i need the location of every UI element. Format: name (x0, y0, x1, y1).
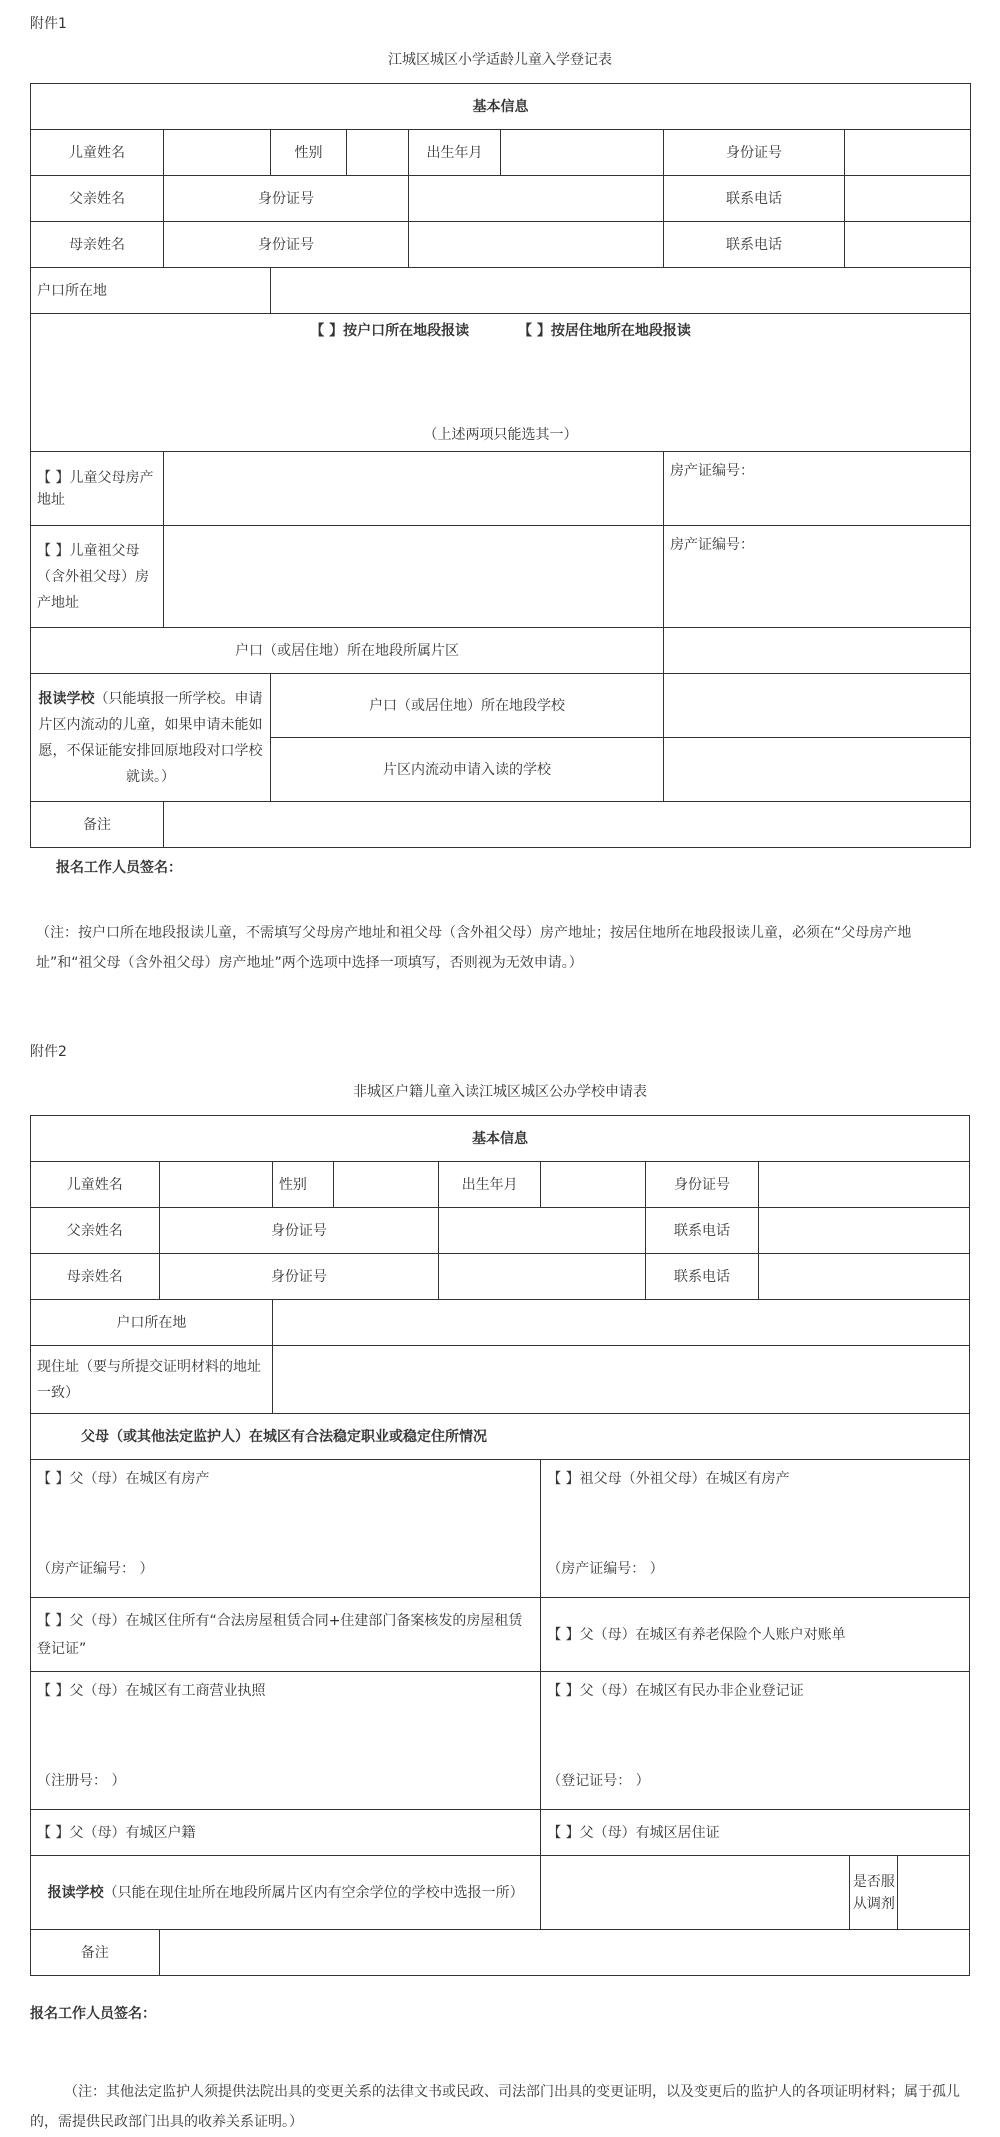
f2-cert-no[interactable]: （登记证号： ） (547, 1773, 650, 1789)
mother-name-label: 母亲姓名 (31, 222, 164, 268)
f2-current-address-field[interactable] (272, 1346, 969, 1414)
mother-phone-label: 联系电话 (664, 222, 845, 268)
f2-remarks-field[interactable] (159, 1930, 969, 1976)
f2-mother-phone-label: 联系电话 (646, 1254, 758, 1300)
f2-residence-permit[interactable]: 【 】父（母）有城区居住证 (541, 1810, 970, 1856)
gender-field[interactable] (347, 130, 409, 176)
f2-guardian-heading: 父母（或其他法定监护人）在城区有合法稳定职业或稳定住所情况 (31, 1414, 970, 1460)
f2-father-id-field[interactable] (439, 1208, 646, 1254)
mother-id-field[interactable] (409, 222, 664, 268)
f2-grandparent-property-cell[interactable] (541, 1460, 970, 1598)
form2-title: 非城区户籍儿童入读江城区城区公办学校申请表 (353, 1084, 647, 1100)
f2-current-address-label: 现住址（要与所提交证明材料的地址一致） (31, 1346, 273, 1414)
child-id-label: 身份证号 (664, 130, 845, 176)
flow-school-field[interactable] (664, 738, 971, 802)
f2-child-name-field[interactable] (159, 1162, 272, 1208)
local-school-label: 户口（或居住地）所在地段学校 (271, 674, 664, 738)
f2-child-id-label: 身份证号 (646, 1162, 758, 1208)
attachment-1-label: 附件1 (30, 16, 67, 32)
birth-field[interactable] (501, 130, 664, 176)
report-options (31, 314, 971, 452)
father-phone-field[interactable] (845, 176, 971, 222)
flow-school-label: 片区内流动申请入读的学校 (271, 738, 664, 802)
remarks-field[interactable] (164, 802, 971, 848)
f2-business-license-cell[interactable] (31, 1672, 541, 1810)
school-cell (31, 674, 271, 802)
f2-mother-phone-field[interactable] (758, 1254, 969, 1300)
f2-school-note: （只能在现住址所在地段所属片区内有空余学位的学校中选报一所） (103, 1884, 524, 1901)
f2-mother-id-label: 身份证号 (159, 1254, 439, 1300)
option-hukou[interactable]: 【 】按户口所在地段报读 (310, 323, 470, 339)
grandparents-property-cert[interactable]: 房产证编号： (664, 526, 971, 628)
f2-school-field[interactable] (541, 1856, 850, 1930)
local-school-field[interactable] (664, 674, 971, 738)
birth-label: 出生年月 (409, 130, 501, 176)
f2-reg-no[interactable]: （注册号： ） (37, 1773, 126, 1789)
f2-accept-adjust-label: 是否服从调剂 (850, 1856, 898, 1930)
f2-parent-property-cell[interactable] (31, 1460, 541, 1598)
f2-parent-property-cert[interactable]: （房产证编号： ） (37, 1561, 154, 1577)
f2-parent-property[interactable]: 【 】父（母）在城区有房产 (37, 1471, 210, 1487)
f2-child-id-field[interactable] (758, 1162, 969, 1208)
form1-title: 江城区城区小学适龄儿童入学登记表 (388, 52, 612, 68)
form1-basic-info: 基本信息 (31, 84, 971, 130)
child-name-label: 儿童姓名 (31, 130, 164, 176)
hukou-label: 户口所在地 (31, 268, 271, 314)
parents-property-cert[interactable]: 房产证编号： (664, 452, 971, 526)
f2-father-phone-field[interactable] (758, 1208, 969, 1254)
grandparents-property-label[interactable]: 【 】儿童祖父母（含外祖父母）房产地址 (31, 526, 164, 628)
f2-birth-label: 出生年月 (439, 1162, 541, 1208)
option-residence[interactable]: 【 】按居住地所在地段报读 (518, 323, 691, 339)
f2-father-name-label: 父亲姓名 (31, 1208, 160, 1254)
form1-table (30, 83, 971, 848)
parents-property-field[interactable] (164, 452, 664, 526)
f2-grandparent-property-cert[interactable]: （房产证编号： ） (547, 1561, 664, 1577)
school-label: 报读学校 (38, 690, 95, 707)
child-id-field[interactable] (845, 130, 971, 176)
f2-grandparent-property[interactable]: 【 】祖父母（外祖父母）在城区有房产 (547, 1471, 790, 1487)
mother-id-label: 身份证号 (164, 222, 409, 268)
f2-gender-label: 性别 (272, 1162, 333, 1208)
remarks-label: 备注 (31, 802, 164, 848)
father-id-label: 身份证号 (164, 176, 409, 222)
district-area-label: 户口（或居住地）所在地段所属片区 (31, 628, 664, 674)
f2-school-label: 报读学校 (47, 1884, 104, 1901)
gender-label: 性别 (271, 130, 347, 176)
form2-footnote: （注：其他法定监护人须提供法院出具的变更关系的法律文书或民政、司法部门出具的变更证明，以及变更后的监护人的各项证明材料；属于孤儿的，需提供民政部门出具的收养关系证明。） (30, 2084, 960, 2130)
grandparents-property-field[interactable] (164, 526, 664, 628)
f2-private-org[interactable]: 【 】父（母）在城区有民办非企业登记证 (547, 1683, 804, 1699)
form2-table (30, 1115, 970, 1976)
choose-one-note: （上述两项只能选其一） (423, 427, 578, 443)
school-note: （只能填报一所学校。申请片区内流动的儿童，如果申请未能如愿，不保证能安排回原地段对口学校就读。） (38, 690, 263, 785)
f2-accept-adjust-field[interactable] (898, 1856, 970, 1930)
f2-remarks-label: 备注 (31, 1930, 160, 1976)
form1-staff-signature: 报名工作人员签名： (56, 860, 182, 876)
f2-hukou-field[interactable] (272, 1300, 969, 1346)
f2-mother-id-field[interactable] (439, 1254, 646, 1300)
f2-rental[interactable]: 【 】父（母）在城区住所有“合法房屋租赁合同+住建部门备案核发的房屋租赁登记证” (31, 1598, 541, 1672)
parents-property-label[interactable]: 【 】儿童父母房产地址 (31, 452, 164, 526)
father-name-label: 父亲姓名 (31, 176, 164, 222)
district-area-field[interactable] (664, 628, 971, 674)
f2-child-name-label: 儿童姓名 (31, 1162, 160, 1208)
form2-staff-signature: 报名工作人员签名： (30, 2006, 156, 2022)
hukou-field[interactable] (271, 268, 971, 314)
f2-business-license[interactable]: 【 】父（母）在城区有工商营业执照 (37, 1683, 266, 1699)
f2-mother-name-label: 母亲姓名 (31, 1254, 160, 1300)
f2-urban-hukou[interactable]: 【 】父（母）有城区户籍 (31, 1810, 541, 1856)
f2-gender-field[interactable] (334, 1162, 439, 1208)
f2-private-org-cell[interactable] (541, 1672, 970, 1810)
father-phone-label: 联系电话 (664, 176, 845, 222)
f2-pension[interactable]: 【 】父（母）在城区有养老保险个人账户对账单 (541, 1598, 970, 1672)
mother-phone-field[interactable] (845, 222, 971, 268)
form2-basic-info: 基本信息 (31, 1116, 970, 1162)
father-id-field[interactable] (409, 176, 664, 222)
f2-father-id-label: 身份证号 (159, 1208, 439, 1254)
f2-father-phone-label: 联系电话 (646, 1208, 758, 1254)
f2-hukou-label: 户口所在地 (31, 1300, 273, 1346)
attachment-2-label: 附件2 (30, 1044, 67, 1060)
f2-birth-field[interactable] (541, 1162, 646, 1208)
form1-footnote: （注：按户口所在地段报读儿童，不需填写父母房产地址和祖父母（含外祖父母）房产地址；按居住地所在地段报读儿童，必须在“父母房产地址”和“祖父母（含外祖父母）房产地址”两个选项中选择一项填写，否则视为无效申请。） (36, 925, 912, 971)
child-name-field[interactable] (164, 130, 271, 176)
f2-school-cell (31, 1856, 541, 1930)
